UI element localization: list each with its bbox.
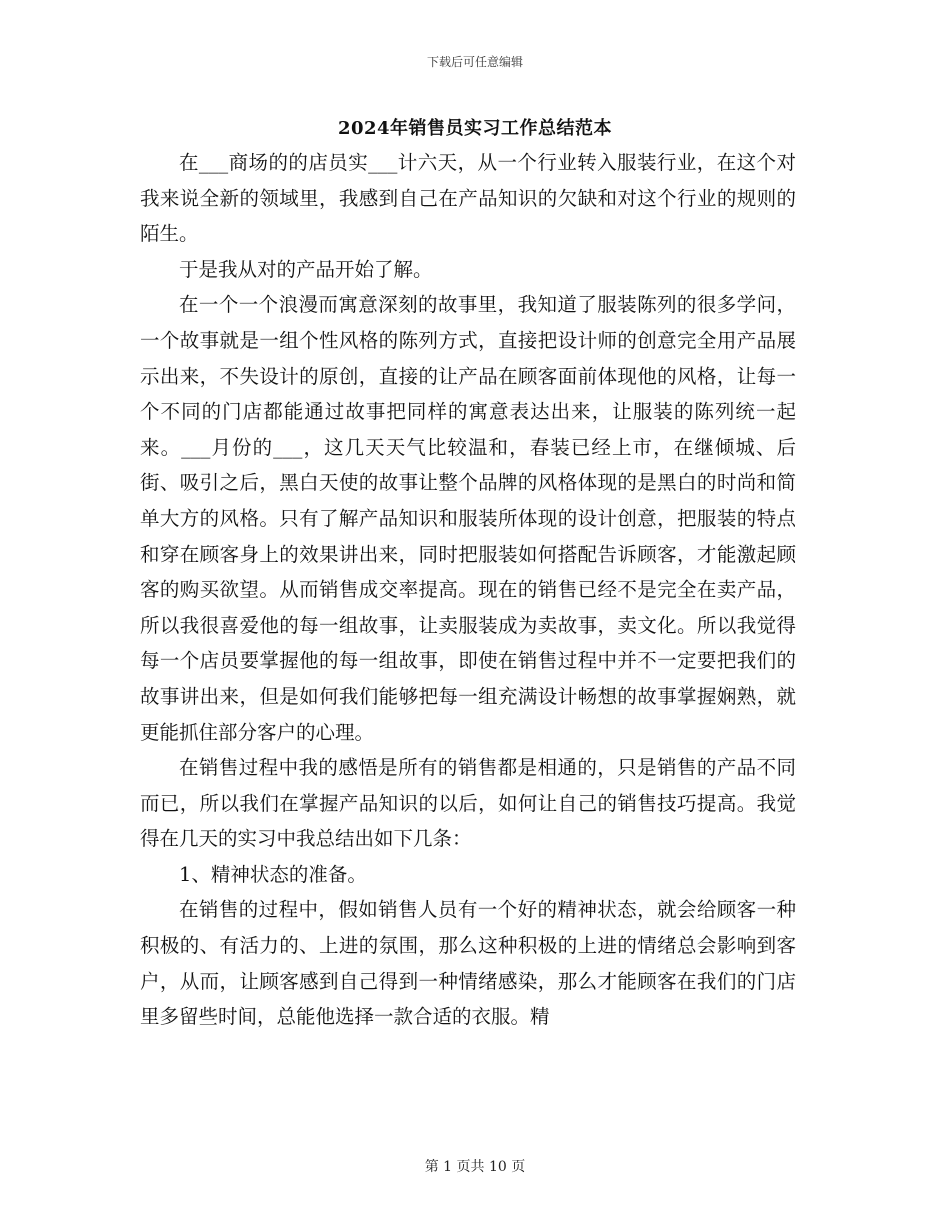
paragraph: 1、精神状态的准备。 bbox=[179, 862, 367, 886]
page-header: 下载后可任意编辑 bbox=[426, 55, 523, 69]
document-title: 2024年销售员实习工作总结范本 bbox=[337, 118, 613, 139]
paragraph: 在销售的过程中，假如销售人员有一个好的精神状态，就会给顾客一种积极的、有活力的、上进的氛围，那么这种积极的上进的情绪总会影响到客户，从而，让顾客感到自己得到一种情绪感染，那么才能顾客在我们的门店里多留些时间，总能他选择一款合适的衣服。精 bbox=[140, 898, 796, 1029]
paragraph: 于是我从对的产品开始了解。 bbox=[179, 257, 433, 281]
paragraph: 在___商场的的店员实___计六天，从一个行业转入服装行业，在这个对我来说全新的领域里，我感到自己在产品知识的欠缺和对这个行业的规则的陌生。 bbox=[140, 151, 796, 246]
paragraph: 在销售过程中我的感悟是所有的销售都是相通的，只是销售的产品不同而已，所以我们在掌握产品知识的以后，如何让自己的销售技巧提高。我觉得在几天的实习中我总结出如下几条： bbox=[140, 756, 796, 851]
document-body bbox=[140, 145, 796, 1035]
page-footer: 第 1 页共 10 页 bbox=[424, 1159, 526, 1175]
paragraph: 在一个一个浪漫而寓意深刻的故事里，我知道了服装陈列的很多学问，一个故事就是一组个性风格的陈列方式，直接把设计师的创意完全用产品展示出来，不失设计的原创，直接的让产品在顾客面前体现他的风格，让每一个不同的门店都能通过故事把同样的寓意表达出来，让服装的陈列统一起来。___月份的___，这几天天气比较温和，春装已经上市，在继倾城、后街、吸引之后，黑白天使的故事让整个品牌的风格体现的是黑白的时尚和简单大方的风格。只有了解产品知识和服装所体现的设计创意，把服装的特点和穿在顾客身上的效果讲出来，同时把服装如何搭配告诉顾客，才能激起顾客的购买欲望。从而销售成交率提高。现在的销售已经不是完全在卖产品，所以我很喜爱他的每一组故事，让卖服装成为卖故事，卖文化。所以我觉得每一个店员要掌握他的每一组故事，即使在销售过程中并不一定要把我们的故事讲出来，但是如何我们能够把每一组充满设计畅想的故事掌握娴熟，就更能抓住部分客户的心理。 bbox=[140, 293, 796, 744]
